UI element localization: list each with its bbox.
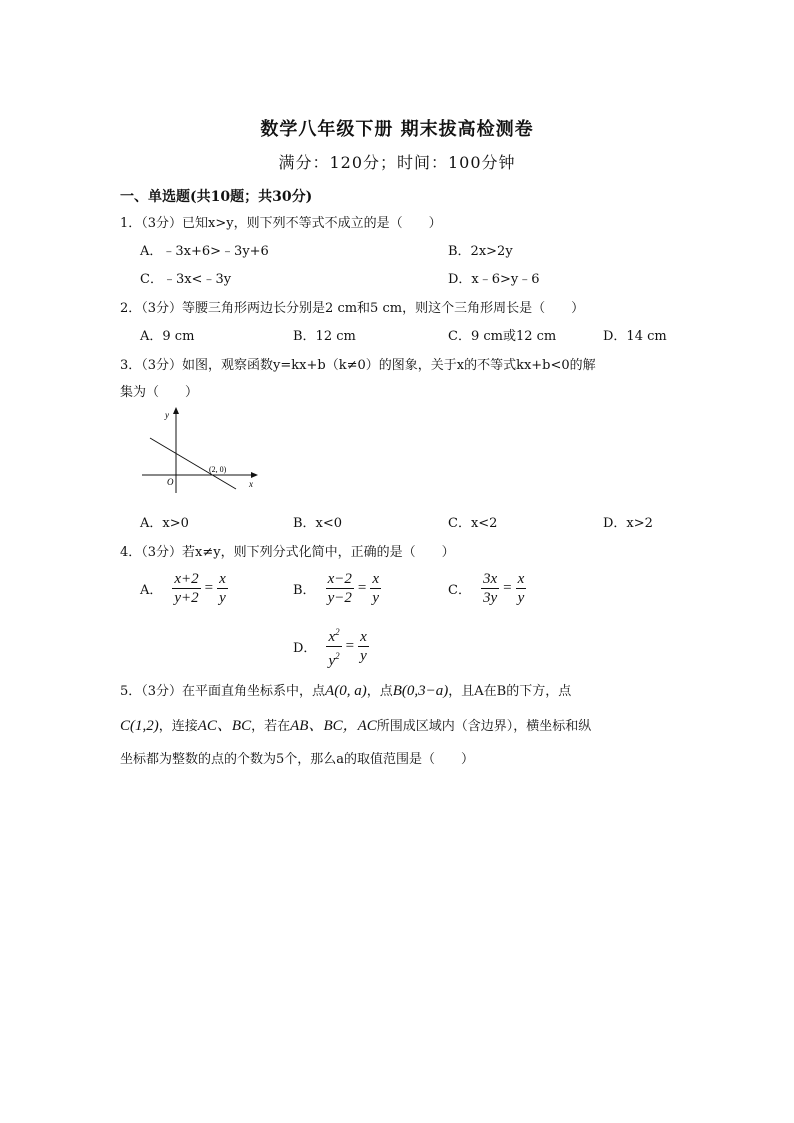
q4-option-d <box>293 623 369 670</box>
q4-a-rhs-numerator: x <box>219 571 226 587</box>
q3-function-graph <box>140 405 270 500</box>
x-axis-label: x <box>249 479 253 489</box>
point-c: C(1,2) <box>120 718 159 734</box>
q1-option-a: A．﹣3x+6>﹣3y+6 <box>140 244 269 259</box>
q4-b-rhs-fraction <box>370 570 381 607</box>
q4-option-a <box>140 570 228 607</box>
q3-option-b: B．x<0 <box>293 516 343 531</box>
q4-d-den-base: y <box>328 653 336 669</box>
q3-option-d: D．x>2 <box>603 516 653 531</box>
page-title: 数学八年级下册 期末拔高检测卷 <box>260 119 534 140</box>
x-axis-arrow <box>251 472 258 478</box>
q4-option-c-label: C． <box>448 583 471 598</box>
equals-sign: = <box>503 580 512 596</box>
q4-a-lhs-fraction <box>172 570 200 607</box>
q3-option-c: C．x<2 <box>448 516 498 531</box>
q5-line1 <box>120 680 571 700</box>
q2-option-c: C．9 cm或12 cm <box>448 329 557 344</box>
q4-a-rhs-denominator: y <box>219 590 226 606</box>
q5-line2 <box>120 714 591 735</box>
origin-label: O <box>167 477 174 487</box>
q2-stem: 2．（3分）等腰三角形两边长分别是2 cm和5 cm，则这个三角形周长是（ ） <box>120 301 585 316</box>
section-heading: 一、单选题(共10题；共30分) <box>120 189 313 205</box>
q1-option-d: D．x﹣6>y﹣6 <box>448 272 540 287</box>
q4-d-den-power: 2 <box>335 651 340 661</box>
q5-line3: 坐标都为整数的点的个数为5个，那么a的取值范围是（ ） <box>120 752 475 767</box>
q1-option-b: B．2x>2y <box>448 244 513 259</box>
q4-b-lhs-fraction <box>326 570 354 607</box>
q4-c-denominator: 3y <box>482 590 498 606</box>
q4-b-numerator: x−2 <box>327 571 352 587</box>
q4-d-lhs-fraction <box>326 623 341 670</box>
q4-option-b <box>293 570 381 607</box>
q4-c-rhs-numerator: x <box>517 571 525 587</box>
q2-option-d: D．14 cm <box>603 329 667 344</box>
q4-a-denominator: y+2 <box>174 590 199 606</box>
q4-d-denominator <box>326 647 341 670</box>
q5-text: ，且A在B的下方，点 <box>448 684 572 699</box>
q5-text: ，若在 <box>251 719 291 734</box>
q4-d-num-power: 2 <box>335 627 340 637</box>
q4-d-num-base: x <box>328 629 336 645</box>
region-segments: AB、BC，AC <box>290 718 377 734</box>
y-axis-label: y <box>165 410 169 420</box>
exam-info: 满分：120分；时间：100分钟 <box>278 153 516 172</box>
segments-ac-bc: AC、BC <box>197 718 252 734</box>
q4-c-rhs-fraction <box>516 570 527 607</box>
q5-text: 5．（3分）在平面直角坐标系中，点 <box>120 684 326 699</box>
q5-text: ，点 <box>366 684 393 699</box>
q4-c-lhs-fraction <box>481 570 499 607</box>
function-line <box>150 438 236 489</box>
q4-b-rhs-denominator: y <box>372 590 379 606</box>
q4-option-c <box>448 570 526 607</box>
q4-b-denominator: y−2 <box>327 590 352 606</box>
equals-sign: = <box>204 580 214 596</box>
q4-a-rhs-fraction <box>217 570 228 607</box>
q4-a-numerator: x+2 <box>174 571 199 587</box>
q3-option-a: A．x>0 <box>140 516 189 531</box>
equals-sign: = <box>345 638 355 654</box>
q4-stem: 4．（3分）若x≠y，则下列分式化简中，正确的是（ ） <box>120 545 455 560</box>
q4-c-numerator: 3x <box>482 571 498 587</box>
q3-stem-line2: 集为（ ） <box>120 385 199 400</box>
q5-text: 所围成区域内（含边界），横坐标和纵 <box>376 719 592 734</box>
equals-sign: = <box>357 580 367 596</box>
q5-text: ，连接 <box>158 719 198 734</box>
q2-option-a: A．9 cm <box>140 329 195 344</box>
q4-d-numerator <box>326 623 341 647</box>
q1-stem: 1．（3分）已知x>y，则下列不等式不成立的是（ ） <box>120 216 442 231</box>
point-b: B(0,3−a) <box>392 683 449 699</box>
intercept-label: (2, 0) <box>209 465 227 474</box>
y-axis-arrow <box>173 407 179 414</box>
q4-b-rhs-numerator: x <box>372 571 379 587</box>
q4-option-b-label: B． <box>293 583 316 598</box>
q1-option-c: C．﹣3x<﹣3y <box>140 272 232 287</box>
q2-option-b: B．12 cm <box>293 329 356 344</box>
point-a: A(0, a) <box>325 683 367 699</box>
q4-d-rhs-fraction <box>358 628 369 665</box>
q4-d-rhs-denominator: y <box>360 648 367 664</box>
q4-option-a-label: A． <box>140 583 163 598</box>
q4-c-rhs-denominator: y <box>517 590 525 606</box>
q4-d-rhs-numerator: x <box>360 629 367 645</box>
q3-stem-line1: 3．（3分）如图，观察函数y=kx+b（k≠0）的图象，关于x的不等式kx+b<0的解 <box>120 358 596 373</box>
q4-option-d-label: D． <box>293 641 317 656</box>
